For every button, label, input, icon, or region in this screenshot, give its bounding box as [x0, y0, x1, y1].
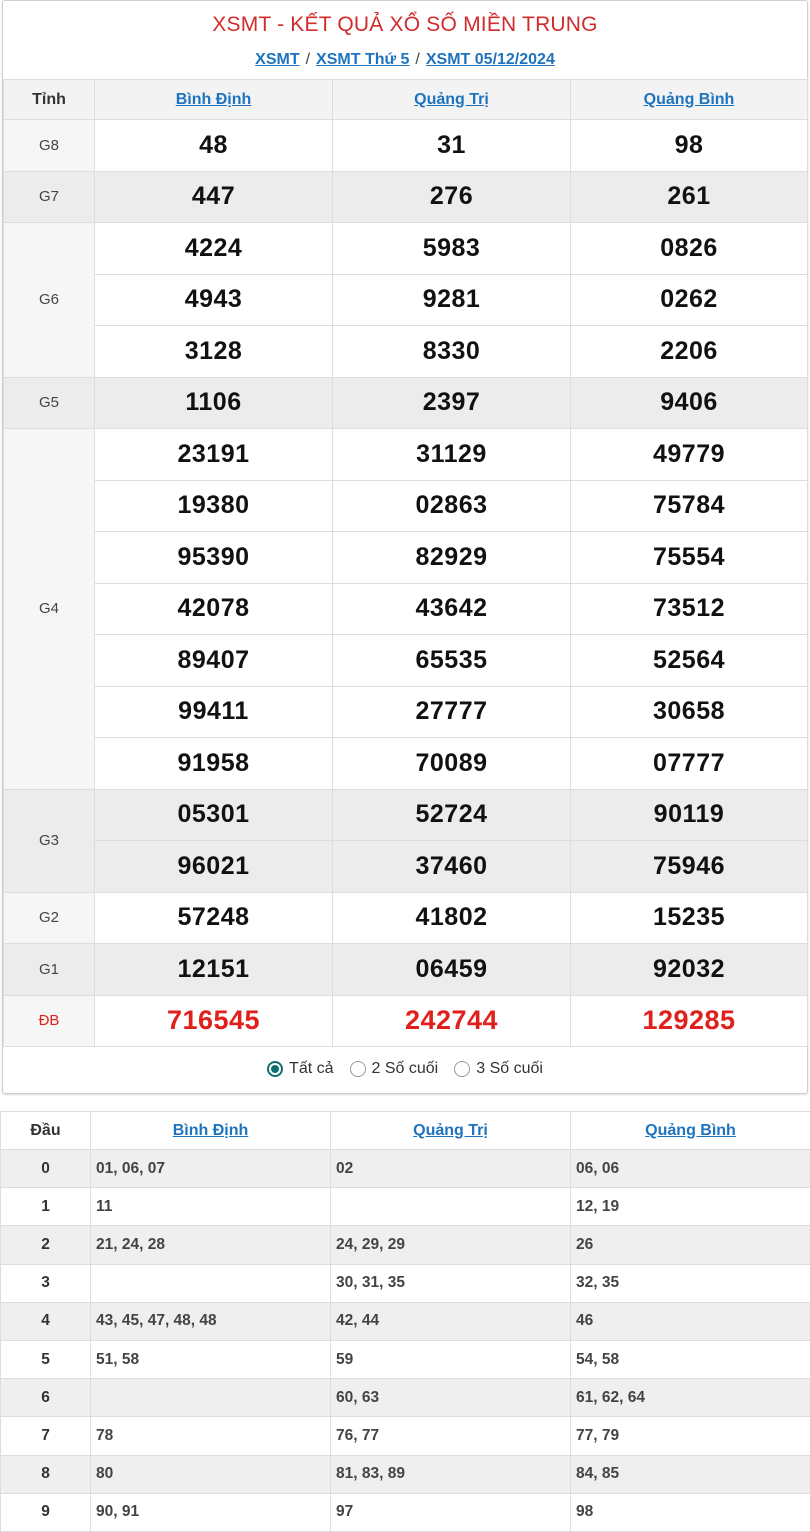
filter-all-label: Tất cả: [289, 1060, 333, 1078]
prize-label: G5: [4, 377, 95, 429]
province-link-quang-binh[interactable]: Quảng Bình: [644, 91, 735, 108]
head-digit-row: [1, 1493, 810, 1531]
tail-numbers-cell: 32, 35: [571, 1264, 810, 1302]
prize-number: 0262: [571, 274, 808, 326]
special-prize-number: 129285: [571, 995, 808, 1047]
prize-label: G7: [4, 171, 95, 223]
tail-numbers-cell: 54, 58: [571, 1340, 810, 1378]
prize-number: 447: [95, 171, 333, 223]
prize-row: [4, 120, 808, 172]
head-digit-table: [0, 1111, 810, 1532]
results-header-row: [4, 80, 808, 120]
head-digit-row: [1, 1417, 810, 1455]
filter-2-digits-option[interactable]: [350, 1060, 439, 1078]
prize-row: [4, 583, 808, 635]
tail-numbers-cell: 80: [91, 1455, 331, 1493]
radio-icon[interactable]: [454, 1061, 470, 1077]
prize-number: 96021: [95, 841, 333, 893]
prize-row: [4, 841, 808, 893]
prize-number: 31: [333, 120, 571, 172]
special-prize-number: 716545: [95, 995, 333, 1047]
prize-number: 30658: [571, 686, 808, 738]
prize-number: 2206: [571, 326, 808, 378]
prize-row: [4, 377, 808, 429]
prize-label: ĐB: [4, 995, 95, 1047]
head-digit-label-header: Đầu: [1, 1112, 91, 1150]
dau-province-link-quang-binh[interactable]: Quảng Bình: [645, 1122, 736, 1139]
tail-numbers-cell: 42, 44: [331, 1302, 571, 1340]
tail-numbers-cell: 76, 77: [331, 1417, 571, 1455]
prize-row: [4, 223, 808, 275]
prize-row: [4, 429, 808, 481]
prize-number: 8330: [333, 326, 571, 378]
prize-number: 75946: [571, 841, 808, 893]
prize-row: [4, 480, 808, 532]
head-digit: 4: [1, 1302, 91, 1340]
prize-number: 276: [333, 171, 571, 223]
province-link-binh-dinh[interactable]: Bình Định: [176, 91, 252, 108]
head-digit: 0: [1, 1150, 91, 1188]
filter-2-digits-label: 2 Số cuối: [372, 1060, 439, 1078]
prize-number: 65535: [333, 635, 571, 687]
prize-number: 42078: [95, 583, 333, 635]
prize-number: 261: [571, 171, 808, 223]
breadcrumb-link-xsmt[interactable]: XSMT: [255, 51, 299, 69]
prize-number: 3128: [95, 326, 333, 378]
dau-province-link-quang-tri[interactable]: Quảng Trị: [413, 1122, 488, 1139]
prize-number: 75784: [571, 480, 808, 532]
radio-selected-icon[interactable]: [267, 1061, 283, 1077]
prize-row: [4, 326, 808, 378]
breadcrumb-link-xsmt-thu-5[interactable]: XSMT Thứ 5: [316, 51, 409, 69]
tail-numbers-cell: 84, 85: [571, 1455, 810, 1493]
head-digit: 1: [1, 1188, 91, 1226]
tail-numbers-cell: 51, 58: [91, 1340, 331, 1378]
prize-row: [4, 532, 808, 584]
radio-icon[interactable]: [350, 1061, 366, 1077]
prize-number: 27777: [333, 686, 571, 738]
head-digit-row: [1, 1379, 810, 1417]
prize-number: 90119: [571, 789, 808, 841]
prize-label: G1: [4, 944, 95, 996]
prize-number: 75554: [571, 532, 808, 584]
prize-number: 4224: [95, 223, 333, 275]
tail-numbers-cell: 97: [331, 1493, 571, 1531]
prize-number: 48: [95, 120, 333, 172]
province-link-quang-tri[interactable]: Quảng Trị: [414, 91, 489, 108]
prize-row: [4, 995, 808, 1047]
prize-number: 52724: [333, 789, 571, 841]
prize-number: 82929: [333, 532, 571, 584]
page-title: XSMT - KẾT QUẢ XỔ SỐ MIỀN TRUNG: [3, 1, 807, 49]
tail-numbers-cell: 26: [571, 1226, 810, 1264]
prize-number: 49779: [571, 429, 808, 481]
province-label-header: Tỉnh: [4, 80, 95, 120]
tail-numbers-cell: 06, 06: [571, 1150, 810, 1188]
breadcrumb-separator: /: [415, 51, 419, 69]
tail-numbers-cell: 90, 91: [91, 1493, 331, 1531]
prize-number: 99411: [95, 686, 333, 738]
prize-number: 98: [571, 120, 808, 172]
head-digit-row: [1, 1226, 810, 1264]
tail-numbers-cell: 30, 31, 35: [331, 1264, 571, 1302]
head-digit-row: [1, 1455, 810, 1493]
prize-number: 1106: [95, 377, 333, 429]
tail-numbers-cell: 61, 62, 64: [571, 1379, 810, 1417]
prize-number: 4943: [95, 274, 333, 326]
head-digit: 9: [1, 1493, 91, 1531]
head-digit: 5: [1, 1340, 91, 1378]
tail-numbers-cell: 98: [571, 1493, 810, 1531]
prize-number: 37460: [333, 841, 571, 893]
head-digit-row: [1, 1264, 810, 1302]
prize-number: 9281: [333, 274, 571, 326]
tail-numbers-cell: 01, 06, 07: [91, 1150, 331, 1188]
prize-number: 0826: [571, 223, 808, 275]
breadcrumb-separator: /: [306, 51, 310, 69]
prize-row: [4, 944, 808, 996]
prize-row: [4, 635, 808, 687]
head-digit-header-row: [1, 1112, 810, 1150]
head-digit: 7: [1, 1417, 91, 1455]
tail-numbers-cell: 02: [331, 1150, 571, 1188]
head-digit-row: [1, 1150, 810, 1188]
prize-number: 07777: [571, 738, 808, 790]
tail-numbers-cell: [91, 1379, 331, 1417]
head-digit: 3: [1, 1264, 91, 1302]
tail-numbers-cell: 21, 24, 28: [91, 1226, 331, 1264]
digit-filter: [3, 1045, 807, 1093]
prize-row: [4, 171, 808, 223]
prize-number: 06459: [333, 944, 571, 996]
prize-number: 91958: [95, 738, 333, 790]
prize-number: 02863: [333, 480, 571, 532]
head-digit-row: [1, 1188, 810, 1226]
prize-label: G4: [4, 429, 95, 790]
prize-number: 95390: [95, 532, 333, 584]
head-digit: 8: [1, 1455, 91, 1493]
prize-number: 57248: [95, 892, 333, 944]
tail-numbers-cell: [331, 1188, 571, 1226]
tail-numbers-cell: 11: [91, 1188, 331, 1226]
prize-number: 05301: [95, 789, 333, 841]
head-digit: 6: [1, 1379, 91, 1417]
breadcrumb: [3, 49, 807, 71]
dau-province-link-binh-dinh[interactable]: Bình Định: [173, 1122, 249, 1139]
tail-numbers-cell: 77, 79: [571, 1417, 810, 1455]
prize-label: G6: [4, 223, 95, 378]
filter-3-digits-option[interactable]: [454, 1060, 543, 1078]
tail-numbers-cell: 59: [331, 1340, 571, 1378]
prize-number: 12151: [95, 944, 333, 996]
prize-row: [4, 789, 808, 841]
prize-label: G8: [4, 120, 95, 172]
prize-label: G2: [4, 892, 95, 944]
head-digit-row: [1, 1302, 810, 1340]
prize-number: 89407: [95, 635, 333, 687]
prize-number: 70089: [333, 738, 571, 790]
prize-number: 9406: [571, 377, 808, 429]
prize-row: [4, 686, 808, 738]
prize-number: 31129: [333, 429, 571, 481]
breadcrumb-link-xsmt-date[interactable]: XSMT 05/12/2024: [426, 51, 555, 69]
prize-label: G3: [4, 789, 95, 892]
tail-numbers-cell: 60, 63: [331, 1379, 571, 1417]
prize-row: [4, 892, 808, 944]
prize-number: 92032: [571, 944, 808, 996]
tail-numbers-cell: [91, 1264, 331, 1302]
tail-numbers-cell: 81, 83, 89: [331, 1455, 571, 1493]
prize-row: [4, 274, 808, 326]
results-table: [3, 79, 808, 1047]
head-digit: 2: [1, 1226, 91, 1264]
filter-3-digits-label: 3 Số cuối: [476, 1060, 543, 1078]
prize-number: 23191: [95, 429, 333, 481]
tail-numbers-cell: 12, 19: [571, 1188, 810, 1226]
prize-number: 5983: [333, 223, 571, 275]
prize-number: 52564: [571, 635, 808, 687]
head-digit-row: [1, 1340, 810, 1378]
prize-number: 19380: [95, 480, 333, 532]
results-card: [2, 0, 808, 1094]
prize-row: [4, 738, 808, 790]
tail-numbers-cell: 43, 45, 47, 48, 48: [91, 1302, 331, 1340]
prize-number: 15235: [571, 892, 808, 944]
tail-numbers-cell: 24, 29, 29: [331, 1226, 571, 1264]
prize-number: 43642: [333, 583, 571, 635]
filter-all-option[interactable]: [267, 1060, 333, 1078]
prize-number: 41802: [333, 892, 571, 944]
tail-numbers-cell: 46: [571, 1302, 810, 1340]
tail-numbers-cell: 78: [91, 1417, 331, 1455]
prize-number: 2397: [333, 377, 571, 429]
special-prize-number: 242744: [333, 995, 571, 1047]
prize-number: 73512: [571, 583, 808, 635]
